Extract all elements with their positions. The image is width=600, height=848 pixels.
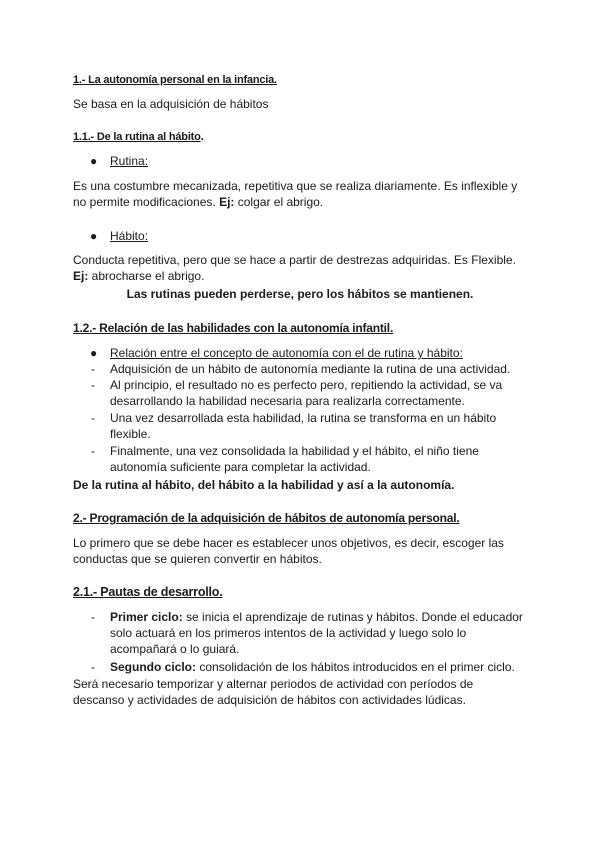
section-2-1-final-line-2: descanso y actividades de adquisición de hábitos con actividades lúdicas. bbox=[73, 693, 466, 707]
habito-label: Hábito: bbox=[110, 229, 149, 243]
relacion-item-2-line-2: desarrollando la habilidad necesaria para realizarla correctamente. bbox=[110, 394, 465, 408]
habito-example-text: abrocharse el abrigo. bbox=[88, 269, 205, 283]
dash-marker: - bbox=[91, 411, 95, 425]
section-1-1-heading-dot: . bbox=[200, 129, 204, 143]
primer-ciclo-label: Primer ciclo: bbox=[110, 610, 183, 624]
section-1-1-heading-line bbox=[73, 128, 204, 145]
dash-marker: - bbox=[91, 660, 95, 674]
relacion-item-4-line-1: Finalmente, una vez consolidada la habilidad y el hábito, el niño tiene bbox=[110, 444, 479, 458]
dash-marker: - bbox=[91, 444, 95, 458]
section-2-heading: 2.- Programación de la adquisición de hábitos de autonomía personal. bbox=[73, 511, 460, 525]
primer-ciclo-line-1 bbox=[110, 609, 523, 625]
rutina-definition-line-2 bbox=[73, 194, 323, 210]
primer-ciclo-line-3: acompañará o lo guiará. bbox=[110, 642, 240, 656]
bullet-marker: ● bbox=[90, 229, 98, 243]
relacion-item-4-line-2: autonomía suficiente para completar la actividad. bbox=[110, 460, 371, 474]
habito-example-label: Ej: bbox=[73, 269, 89, 283]
segundo-ciclo-line bbox=[110, 659, 515, 675]
dash-marker: - bbox=[91, 610, 95, 624]
habito-definition-line-1: Conducta repetitiva, pero que se hace a partir de destrezas adquiridas. Es Flexible. bbox=[73, 253, 516, 267]
section-1-2-heading: 1.2.- Relación de las habilidades con la autonomía infantil. bbox=[73, 321, 394, 335]
section-2-1-final-line-1: Será necesario temporizar y alternar periodos de actividad con períodos de bbox=[73, 677, 474, 691]
section-2-text-line-2: conductas que se quieren convertir en hábitos. bbox=[73, 552, 322, 566]
segundo-ciclo-text: consolidación de los hábitos introducidos en el primer ciclo. bbox=[196, 660, 515, 674]
primer-ciclo-line-2: solo actuará en los primeros intentos de la actividad y luego solo lo bbox=[110, 626, 467, 640]
relacion-item-2-line-1: Al principio, el resultado no es perfecto pero, repitiendo la actividad, se va bbox=[110, 378, 503, 392]
relacion-item-3-line-2: flexible. bbox=[110, 427, 151, 441]
bullet-marker: ● bbox=[90, 154, 98, 168]
section-1-1-heading: 1.1.- De la rutina al hábito bbox=[73, 131, 201, 143]
rutina-label: Rutina: bbox=[110, 154, 149, 168]
rutina-example-label: Ej: bbox=[219, 195, 235, 209]
primer-ciclo-text: se inicia el aprendizaje de rutinas y hábitos. Donde el educador bbox=[182, 610, 523, 624]
rutina-definition-text: no permite modificaciones. bbox=[73, 195, 216, 209]
relacion-bullet-text: Relación entre el concepto de autonomía con el de rutina y hábito: bbox=[110, 346, 463, 360]
dash-marker: - bbox=[91, 362, 95, 376]
section-2-1-heading: 2.1.- Pautas de desarrollo. bbox=[73, 585, 223, 599]
section-1-intro: Se basa en la adquisición de hábitos bbox=[73, 97, 269, 111]
section-1-heading: 1.- La autonomía personal en la infancia. bbox=[73, 74, 277, 86]
relacion-item-3-line-1: Una vez desarrollada esta habilidad, la rutina se transforma en un hábito bbox=[110, 411, 497, 425]
bullet-marker: ● bbox=[90, 346, 98, 360]
habito-definition-line-2 bbox=[73, 268, 204, 284]
rutina-definition-line-1: Es una costumbre mecanizada, repetitiva que se realiza diariamente. Es inflexible y bbox=[73, 179, 518, 193]
segundo-ciclo-label: Segundo ciclo: bbox=[110, 660, 197, 674]
dash-marker: - bbox=[91, 378, 95, 392]
section-2-text-line-1: Lo primero que se debe hacer es establecer unos objetivos, es decir, escoger las bbox=[73, 536, 504, 550]
relacion-item-1: Adquisición de un hábito de autonomía mediante la rutina de una actividad. bbox=[110, 362, 511, 376]
section-1-1-conclusion: Las rutinas pueden perderse, pero los hábitos se mantienen. bbox=[126, 287, 474, 301]
rutina-example-text: colgar el abrigo. bbox=[234, 195, 324, 209]
section-1-2-conclusion: De la rutina al hábito, del hábito a la habilidad y así a la autonomía. bbox=[73, 478, 455, 492]
